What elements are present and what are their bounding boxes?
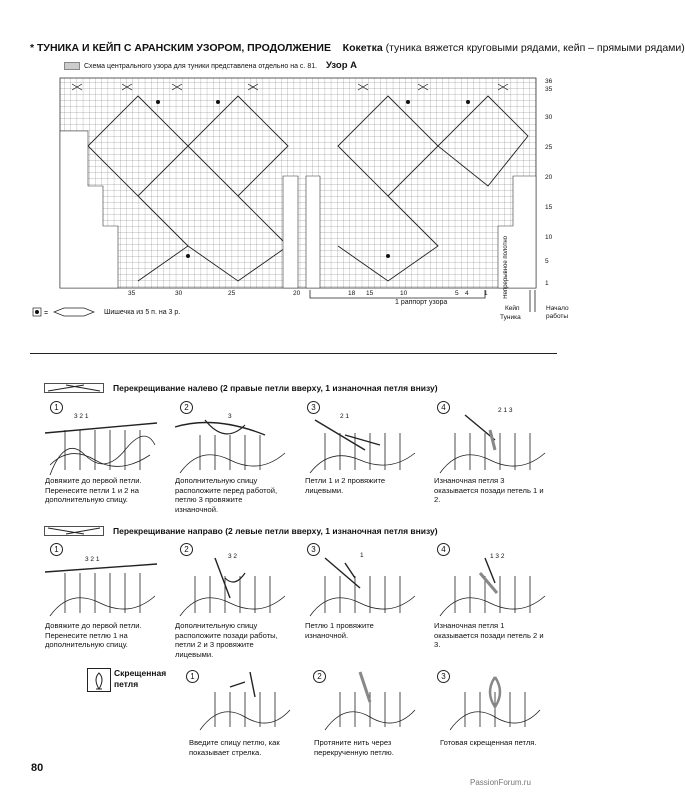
row-number: 5	[545, 258, 549, 265]
stitch-labels: 1 3 2	[490, 553, 505, 560]
stitch-labels: 1	[360, 552, 364, 559]
twisted-illustration-3	[440, 672, 552, 734]
step-caption: Протяните нить через перекрученную петлю.	[314, 738, 394, 757]
chart-note-text: Схема центрального узора для туники представлена отдельно на с. 81.	[84, 62, 318, 70]
knit-illustration-2	[175, 415, 287, 477]
knit-illustration-3	[305, 415, 417, 477]
stitch-labels: 2 1 3	[498, 407, 513, 414]
note-swatch	[64, 62, 80, 70]
cross-left-symbol-icon	[44, 383, 104, 393]
step-number: 3	[307, 543, 320, 556]
page-header	[30, 42, 685, 54]
stitch-number: 5	[455, 290, 459, 297]
stitch-labels: 3 2	[228, 553, 238, 560]
tunika-label: Туника	[500, 314, 521, 321]
cross-right-symbol-icon	[44, 526, 104, 536]
twisted-illustration-2	[315, 672, 427, 734]
section-title: Кокетка	[342, 42, 383, 54]
pattern-title: Узор А	[326, 60, 358, 71]
step-number: 2	[180, 401, 193, 414]
row-number: 30	[545, 114, 553, 121]
knit-illustration-6	[175, 558, 287, 620]
knitting-chart	[58, 76, 538, 290]
step-caption: Изнаночная петля 1 оказывается позади петель 2 и 3.	[434, 621, 544, 649]
step-caption: Введите спицу петлю, как показывает стрелка.	[189, 738, 280, 757]
row-number: 20	[545, 174, 553, 181]
step-number: 2	[313, 670, 326, 683]
row-number: 36	[545, 78, 553, 85]
row-number: 35	[545, 86, 553, 93]
step-number: 1	[50, 401, 63, 414]
stitch-labels: 3 2 1	[74, 413, 89, 420]
step-number: 1	[50, 543, 63, 556]
start-label: Начало работы	[546, 305, 569, 320]
step-caption: Дополнительную спицу расположите позади работы, петли 2 и 3 провяжите лицевыми.	[175, 621, 278, 659]
row-number: 1	[545, 280, 549, 287]
stitch-labels: 3 2 1	[85, 556, 100, 563]
article-title: * ТУНИКА И КЕЙП С АРАНСКИМ УЗОРОМ, ПРОДОЛЖЕНИЕ	[30, 42, 331, 54]
bobble-legend	[32, 307, 180, 317]
twisted-illustration-1	[190, 672, 302, 734]
row-number: 10	[545, 234, 553, 241]
stitch-number: 20	[293, 290, 301, 297]
svg-text:=: =	[44, 310, 49, 317]
stitch-number: 25	[228, 290, 236, 297]
watermark: PassionForum.ru	[470, 778, 531, 787]
knit-illustration-5	[45, 558, 157, 620]
stitch-number: 35	[128, 290, 136, 297]
step-number: 4	[437, 543, 450, 556]
row-number: 25	[545, 144, 553, 151]
cross-left-title: Перекрещивание налево (2 правые петли вверху, 1 изнаночная петля внизу)	[113, 383, 438, 393]
knit-illustration-7	[305, 558, 417, 620]
step-number: 3	[437, 670, 450, 683]
twisted-stitch-symbol	[87, 668, 111, 692]
stitch-number: 18	[348, 290, 356, 297]
step-caption: Петли 1 и 2 провяжите лицевыми.	[305, 476, 386, 495]
knit-illustration-1	[45, 415, 157, 477]
row-numbers	[545, 78, 575, 288]
stitch-number: 1	[484, 290, 488, 297]
step-caption: Дополнительную спицу расположите перед работой, петлю 3 провяжите изнаночной.	[175, 476, 278, 514]
chart-note	[64, 62, 317, 70]
knit-illustration-8	[435, 558, 547, 620]
row-number: 15	[545, 204, 553, 211]
stitch-number: 10	[400, 290, 408, 297]
bobble-symbol-icon	[32, 307, 102, 317]
step-number: 4	[437, 401, 450, 414]
rapport-label: 1 раппорт узора	[395, 299, 448, 306]
bobble-legend-text: Шишечка из 5 п. на 3 р.	[103, 308, 181, 316]
knit-illustration-4	[435, 415, 547, 477]
step-number: 1	[186, 670, 199, 683]
step-number: 2	[180, 543, 193, 556]
continuous-fabric-label: Непрерывное полотно	[503, 236, 509, 299]
stitch-number: 15	[366, 290, 374, 297]
section-note: (туника вяжется круговыми рядами, кейп – прямыми рядами)	[385, 42, 685, 54]
cross-right-title: Перекрещивание направо (2 левые петли вверху, 1 изнаночная петля внизу)	[113, 526, 438, 536]
section-divider	[30, 353, 557, 354]
stitch-number: 4	[465, 290, 469, 297]
kaip-label: Кейп	[505, 305, 520, 312]
page-number: 80	[31, 762, 44, 774]
stitch-number: 30	[175, 290, 183, 297]
step-caption: Готовая скрещенная петля.	[440, 738, 537, 747]
stitch-labels: 3	[228, 413, 232, 420]
stitch-labels: 2 1	[340, 413, 350, 420]
step-caption: Довяжите до первой петли. Перенесите петлю 1 на дополнительную спицу.	[45, 621, 142, 649]
twisted-stitch-title: Скрещенная петля	[114, 668, 167, 689]
twisted-stitch-icon	[88, 669, 110, 691]
step-caption: Изнаночная петля 3 оказывается позади петель 1 и 2.	[434, 476, 544, 504]
step-number: 3	[307, 401, 320, 414]
step-caption: Довяжите до первой петли. Перенесите петли 1 и 2 на дополнительную спицу.	[45, 476, 142, 504]
step-caption: Петлю 1 провяжите изнаночной.	[305, 621, 374, 640]
